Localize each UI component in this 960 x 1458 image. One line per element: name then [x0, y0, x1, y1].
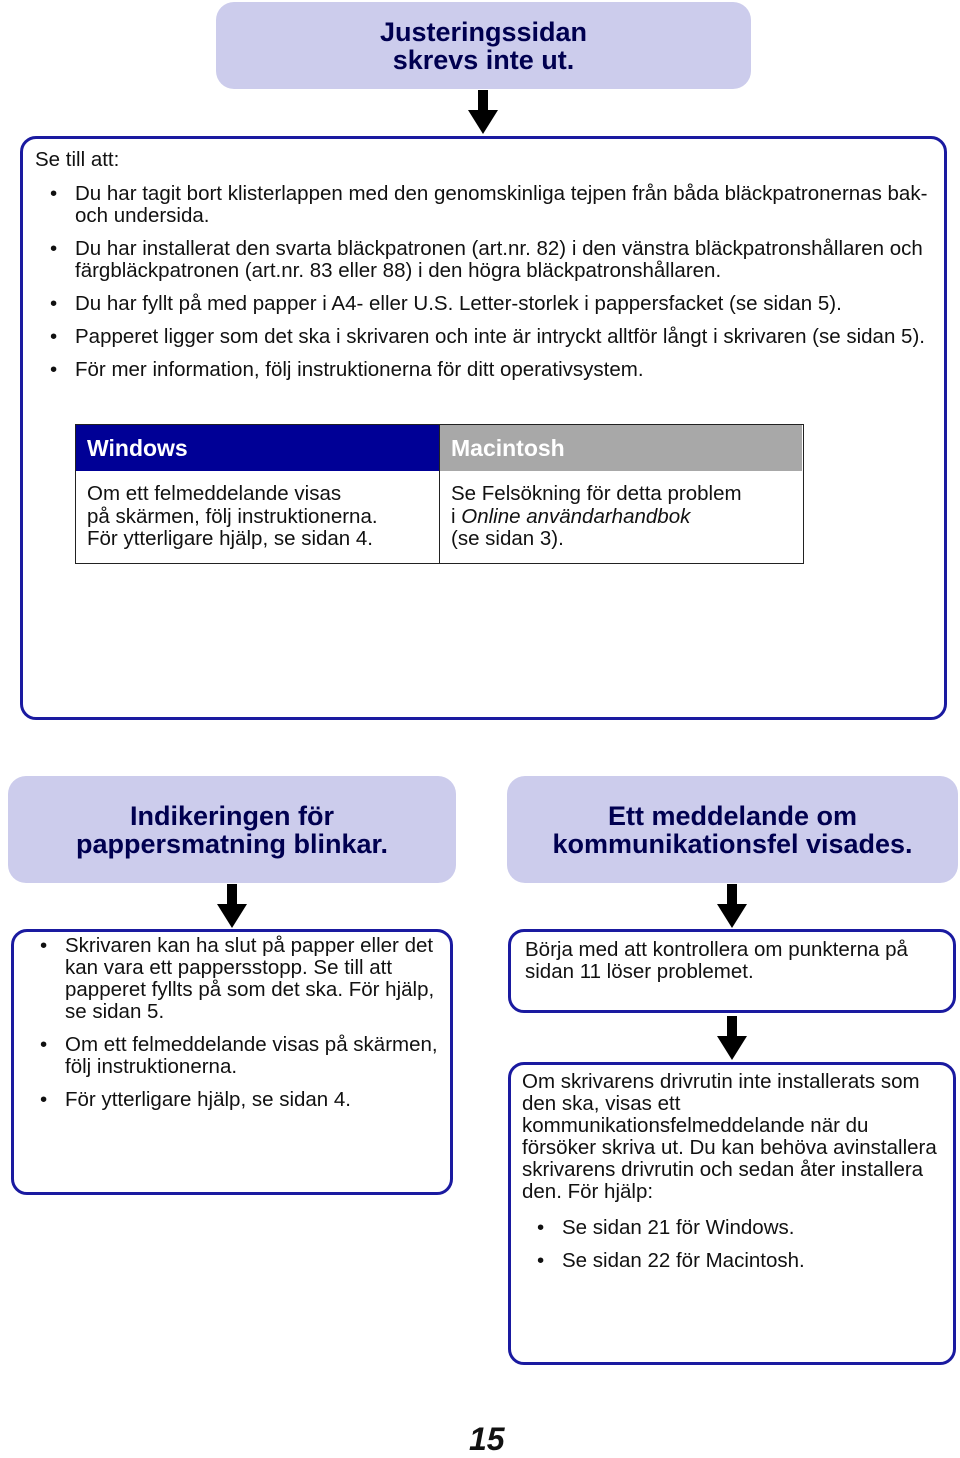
- checklist-bullets: [35, 183, 935, 392]
- arrow-down-icon: [468, 90, 498, 134]
- header-communication-error: [507, 776, 958, 883]
- header-paper-feed-blinking: [8, 776, 456, 883]
- page-number: 15: [469, 1421, 505, 1457]
- windows-text-line: Om ett felmeddelande visas: [87, 482, 342, 505]
- checklist-intro: Se till att:: [35, 148, 120, 171]
- header-line-2: kommunikationsfel visades.: [552, 828, 913, 859]
- arrow-down-icon: [717, 884, 747, 928]
- mac-text-prefix: i: [451, 504, 462, 528]
- check-items-text: Börja med att kontrollera om punkterna på sidan 11 löser problemet.: [525, 938, 908, 983]
- header-line-1: Indikeringen för: [129, 800, 334, 831]
- windows-header: Windows: [76, 425, 439, 471]
- list-item: • Skrivaren kan ha slut på papper eller det kan vara ett pappersstopp. Se till att papperet fyllts på som det ska. För hjälp, se sidan 5.: [25, 935, 440, 1023]
- list-item: • För ytterligare hjälp, se sidan 4.: [25, 1089, 440, 1111]
- list-item: • För mer information, följ instruktionerna för ditt operativsystem.: [35, 359, 935, 381]
- list-item: • Papperet ligger som det ska i skrivaren och inte är intryckt alltför långt i skrivaren (se sidan 5).: [35, 326, 935, 348]
- driver-text: Om skrivarens drivrutin inte installerats som den ska, visas ett kommunikationsfelmeddelande när du försöker skriva ut. Du kan behöva avinstallera skrivarens drivrutin och sedan åter installera den. För hjälp:: [522, 1070, 937, 1203]
- driver-bullets: [522, 1217, 942, 1283]
- mac-text-line: [451, 506, 791, 529]
- paper-feed-bullets: [25, 935, 440, 1122]
- windows-text-line: För ytterligare hjälp, se sidan 4.: [87, 527, 373, 550]
- list-item: • Se sidan 21 för Windows.: [522, 1217, 942, 1239]
- arrow-down-icon: [717, 1016, 747, 1060]
- list-item: • Om ett felmeddelande visas på skärmen, följ instruktionerna.: [25, 1034, 440, 1078]
- list-item: • Se sidan 22 för Macintosh.: [522, 1250, 942, 1272]
- windows-text-line: på skärmen, följ instruktionerna.: [87, 504, 378, 528]
- mac-text-line: (se sidan 3).: [451, 527, 564, 550]
- windows-cell: [76, 471, 439, 563]
- macintosh-header: Macintosh: [439, 425, 802, 471]
- os-instructions-table: [75, 424, 804, 564]
- header-line-2: skrevs inte ut.: [392, 44, 575, 75]
- list-item: • Du har fyllt på med papper i A4- eller U.S. Letter-storlek i pappersfacket (se sidan 5).: [35, 293, 935, 315]
- arrow-down-icon: [217, 884, 247, 928]
- header-line-2: pappersmatning blinkar.: [75, 828, 389, 859]
- mac-text-line: Se Felsökning för detta problem: [451, 482, 742, 505]
- list-item: • Du har tagit bort klisterlappen med den genomskinliga tejpen från båda bläckpatronernas bak- och undersida.: [35, 183, 935, 227]
- header-line-1: Ett meddelande om: [607, 800, 858, 831]
- header-alignment-page-not-printed: [216, 2, 751, 89]
- online-user-guide-title: Online användarhandbok: [461, 504, 691, 528]
- list-item: • Du har installerat den svarta bläckpatronen (art.nr. 82) i den vänstra bläckpatronshållaren och färgbläckpatronen (art.nr. 83 eller 88) i den högra bläckpatronshållaren.: [35, 238, 935, 282]
- header-line-1: Justeringssidan: [379, 16, 588, 47]
- macintosh-cell: [439, 471, 802, 563]
